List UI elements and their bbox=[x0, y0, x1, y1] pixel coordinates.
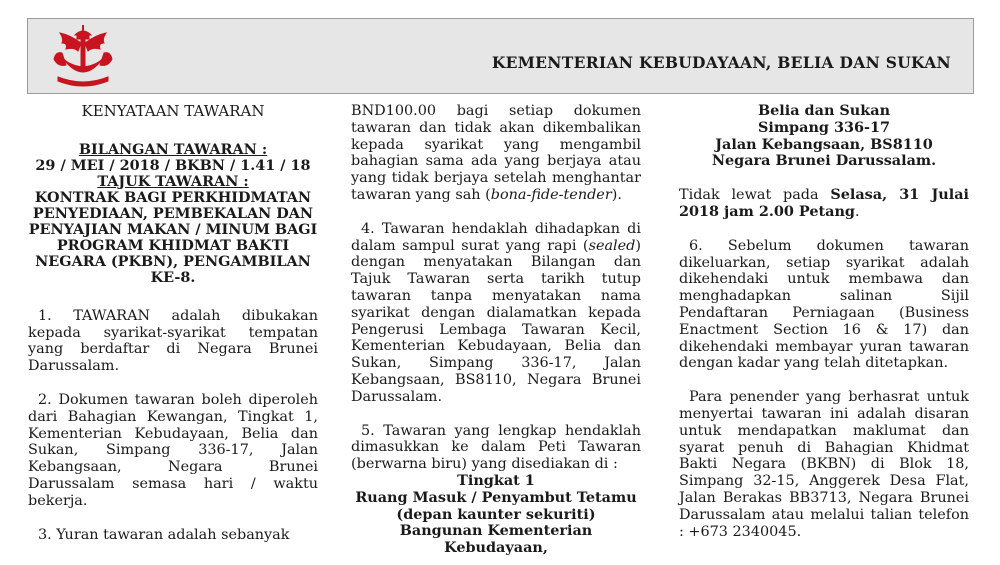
paragraph-2: 2. Dokumen tawaran boleh diperoleh dari Bahagian Kewangan, Tingkat 1, Kementerian Kebudayaan, Belia dan Sukan, Simpang 336-17, Jalan Kebangsaan, Negara Brunei Darussalam semasa hari / waktu bekerja. bbox=[28, 391, 318, 509]
bilangan-label: BILANGAN TAWARAN : bbox=[78, 140, 268, 158]
paragraph-5: 5. Tawaran yang lengkap hendaklah dimasukkan ke dalam Peti Tawaran (berwarna biru) yang disediakan di : bbox=[351, 422, 641, 473]
address-line-4: Bangunan Kementerian Kebudayaan, bbox=[399, 522, 593, 557]
paragraph-6: 6. Sebelum dokumen tawaran dikeluarkan, setiap syarikat adalah dikehendaki untuk membawa dan menghadapkan salinan Sijil Pendaftaran Perniagaan (Business Enactment Section 16 & 17) dan dikehendaki membayar yuran tawaran dengan kadar yang telah ditetapkan. bbox=[679, 237, 969, 372]
paragraph-1: 1. TAWARAN adalah dibukakan kepada syarikat-syarikat tempatan yang berdaftar di Negara Brunei Darussalam. bbox=[28, 307, 318, 375]
header-banner bbox=[27, 18, 974, 94]
ministry-name: KEMENTERIAN KEBUDAYAAN, BELIA DAN SUKAN bbox=[491, 53, 951, 72]
bilangan-value: 29 / MEI / 2018 / BKBN / 1.41 / 18 bbox=[35, 156, 311, 174]
address-line-3: (depan kaunter sekuriti) bbox=[396, 505, 596, 523]
address-line-1: Tingkat 1 bbox=[457, 471, 535, 489]
notice-title: KENYATAAN TAWARAN bbox=[81, 102, 265, 120]
column-3 bbox=[679, 103, 969, 540]
paragraph-3-continued: BND100.00 bagi setiap dokumen tawaran dan tidak akan dikembalikan kepada syarikat yang mengambil bahagian sama ada yang berjaya atau yang tidak berjaya setelah menghantar tawaran yang sah (bona-fide-tender). bbox=[351, 103, 641, 203]
tajuk-value: KONTRAK BAGI PERKHIDMATAN PENYEDIAAN, PEMBEKALAN DAN PENYAJIAN MAKAN / MINUM BAGI PROGRAM KHIDMAT BAKTI NEGARA (PKBN), PENGAMBILAN KE-8. bbox=[28, 188, 318, 286]
paragraph-info: Para penender yang berhasrat untuk menyertai tawaran ini adalah disaran untuk mendapatkan maklumat dan syarat penuh di Bahagian Khidmat Bakti Negara (BKBN) di Blok 18, Simpang 32-15, Anggerek Desa Flat, Jalan Berakas BB3713, Negara Brunei Darussalam atau melalui talian telefon : +673 2340045. bbox=[679, 389, 969, 540]
address-line-7: Jalan Kebangsaan, BS8110 bbox=[715, 135, 933, 153]
paragraph-3-start: 3. Yuran tawaran adalah sebanyak bbox=[38, 526, 290, 543]
paragraph-4: 4. Tawaran hendaklah dihadapkan di dalam sampul surat yang rapi (sealed) dengan menyatakan Bilangan dan Tajuk Tawaran serta tarikh tutup tawaran tanpa menyatakan nama syarikat dengan dialamatkan kepada Pengerusi Lembaga Tawaran Kecil, Kementerian Kebudayaan, Belia dan Sukan, Simpang 336-17, Jalan Kebangsaan, BS8110, Negara Brunei Darussalam. bbox=[351, 220, 641, 405]
column-1 bbox=[28, 103, 318, 543]
closing-deadline: Tidak lewat pada Selasa, 31 Julai 2018 jam 2.00 Petang. bbox=[679, 186, 969, 220]
address-line-6: Simpang 336-17 bbox=[757, 118, 891, 136]
address-line-2: Ruang Masuk / Penyambut Tetamu bbox=[355, 488, 637, 506]
address-line-8: Negara Brunei Darussalam. bbox=[711, 152, 937, 170]
tajuk-label: TAJUK TAWARAN : bbox=[97, 172, 249, 190]
column-2 bbox=[351, 103, 641, 557]
address-line-5: Belia dan Sukan bbox=[757, 102, 891, 119]
brunei-crest-icon bbox=[48, 21, 118, 91]
